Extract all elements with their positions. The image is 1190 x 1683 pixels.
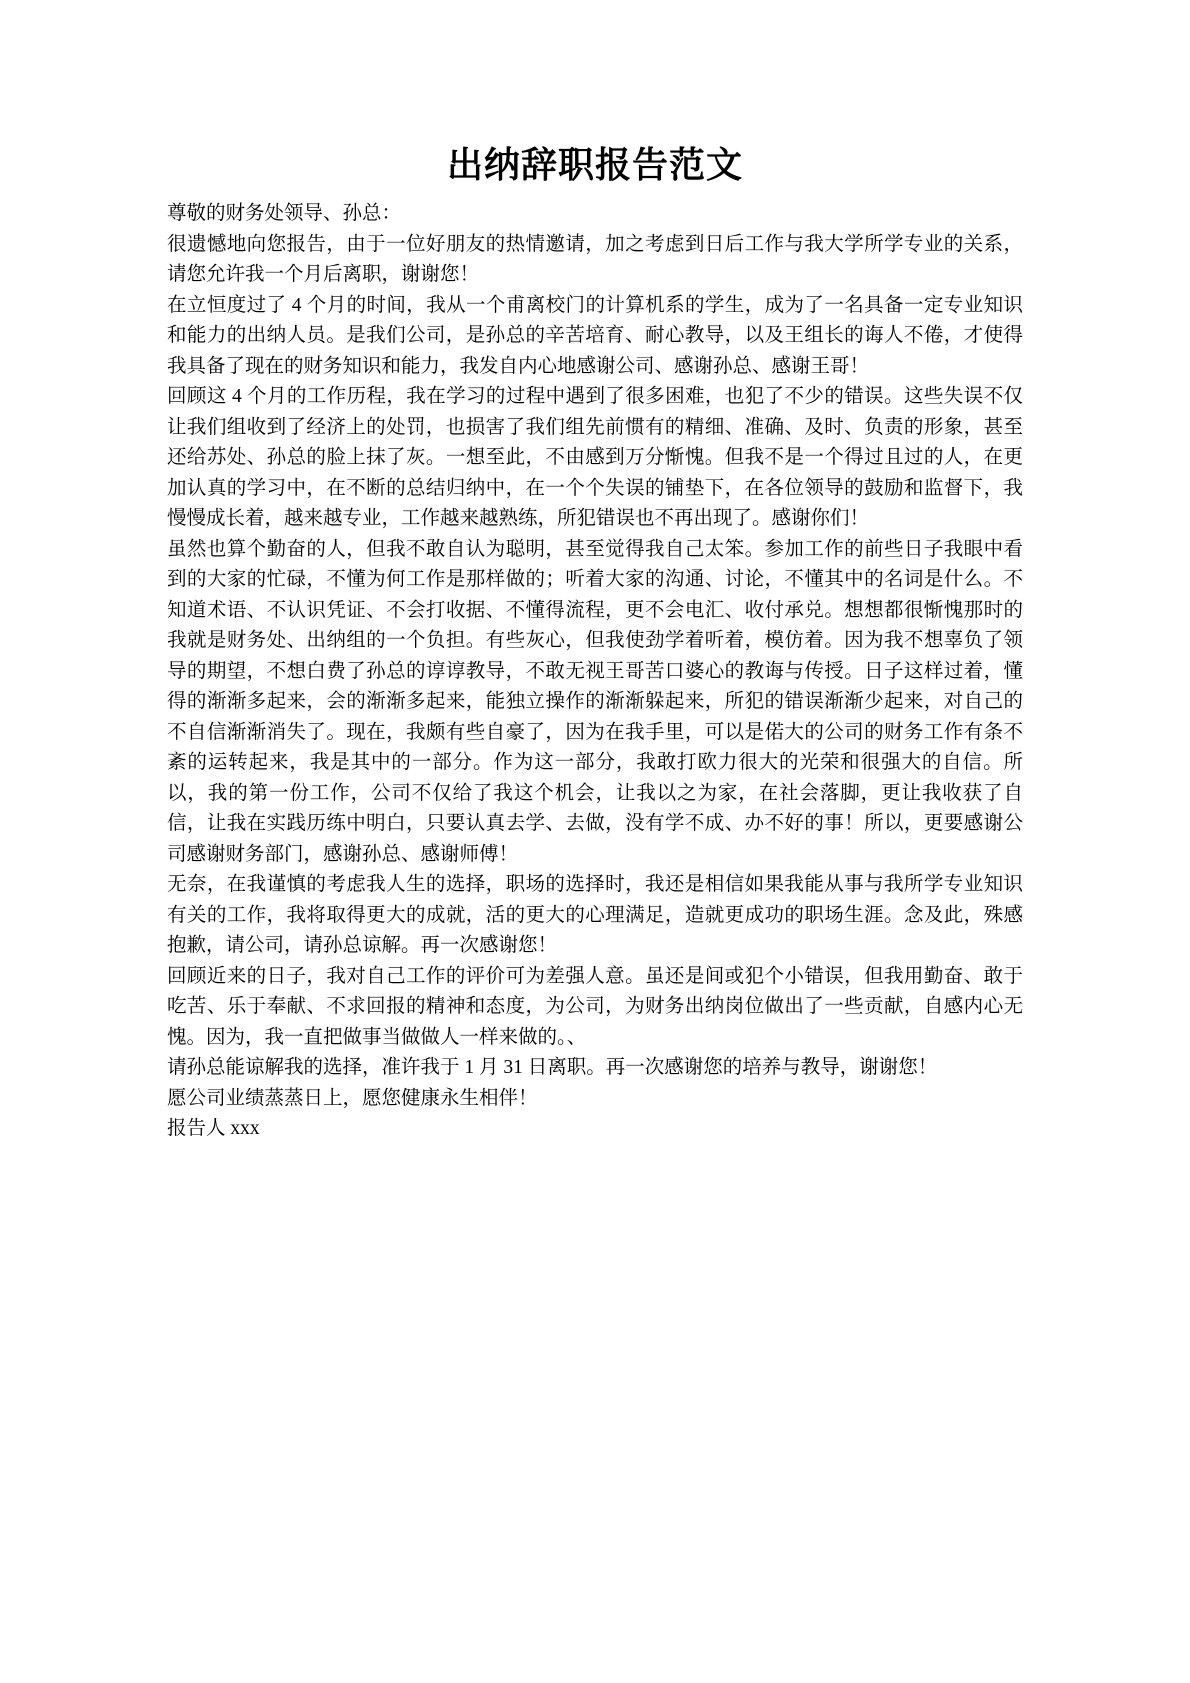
body-paragraph: 很遗憾地向您报告，由于一位好朋友的热情邀请，加之考虑到日后工作与我大学所学专业的关系，请您允许我一个月后离职，谢谢您！ [167,233,1023,285]
body-paragraph: 回顾近来的日子，我对自己工作的评价可为差强人意。虽还是间或犯个小错误，但我用勤奋、敢于吃苦、乐于奉献、不求回报的精神和态度，为公司，为财务出纳岗位做出了一些贡献，自感内心无愧。因为，我一直把做事当做做人一样来做的。、 [167,965,1023,1048]
closing-wish-line: 愿公司业绩蒸蒸日上，愿您健康永生相伴！ [167,1087,538,1109]
document-title: 出纳辞职报告范文 [446,145,743,185]
signature-line: 报告人 xxx [167,1118,260,1139]
document-body [167,199,1023,1145]
body-paragraph: 回顾这 4 个月的工作历程，我在学习的过程中遇到了很多困难，也犯了不少的错误。这些失误不仅让我们组收到了经济上的处罚，也损害了我们组先前惯有的精细、准确、及时、负责的形象，甚至还给苏处、孙总的脸上抹了灰。一想至此，不由感到万分惭愧。但我不是一个得过且过的人，在更加认真的学习中，在不断的总结归纳中，在一个个失误的铺垫下，在各位领导的鼓励和监督下，我慢慢成长着，越来越专业，工作越来越熟练，所犯错误也不再出现了。感谢你们！ [167,386,1023,529]
body-paragraph: 请孙总能谅解我的选择，准许我于 1 月 31 日离职。再一次感谢您的培养与教导，谢谢您！ [167,1057,938,1078]
body-paragraph: 虽然也算个勤奋的人，但我不敢自认为聪明，甚至觉得我自己太笨。参加工作的前些日子我眼中看到的大家的忙碌，不懂为何工作是那样做的；听着大家的沟通、讨论，不懂其中的名词是什么。不知道术语、不认识凭证、不会打收据、不懂得流程，更不会电汇、收付承兑。想想都很惭愧那时的我就是财务处、出纳组的一个负担。有些灰心，但我使劲学着听着，模仿着。因为我不想辜负了领导的期望，不想白费了孙总的谆谆教导，不敢无视王哥苦口婆心的教诲与传授。日子这样过着，懂得的渐渐多起来，会的渐渐多起来，能独立操作的渐渐躲起来，所犯的错误渐渐少起来，对自己的不自信渐渐消失了。现在，我颇有些自豪了，因为在我手里，可以是偌大的公司的财务工作有条不紊的运转起来，我是其中的一部分。作为这一部分，我敢打欧力很大的光荣和很强大的自信。所以，我的第一份工作，公司不仅给了我这个机会，让我以之为家，在社会落脚，更让我收获了自信，让我在实践历练中明白，只要认真去学、去做，没有学不成、办不好的事！所以，更要感谢公司感谢财务部门，感谢孙总、感谢师傅！ [167,538,1023,865]
body-paragraph: 无奈，在我谨慎的考虑我人生的选择，职场的选择时，我还是相信如果我能从事与我所学专业知识有关的工作，我将取得更大的成就，活的更大的心理满足，造就更成功的职场生涯。念及此，殊感抱歉，请公司，请孙总谅解。再一次感谢您！ [167,874,1023,956]
salutation-line: 尊敬的财务处领导、孙总： [167,203,402,224]
body-paragraph: 在立恒度过了 4 个月的时间，我从一个甫离校门的计算机系的学生，成为了一名具备一定专业知识和能力的出纳人员。是我们公司，是孙总的辛苦培育、耐心教导，以及王组长的诲人不倦，才使得我具备了现在的财务知识和能力，我发自内心地感谢公司、感谢孙总、感谢王哥！ [167,294,1023,377]
